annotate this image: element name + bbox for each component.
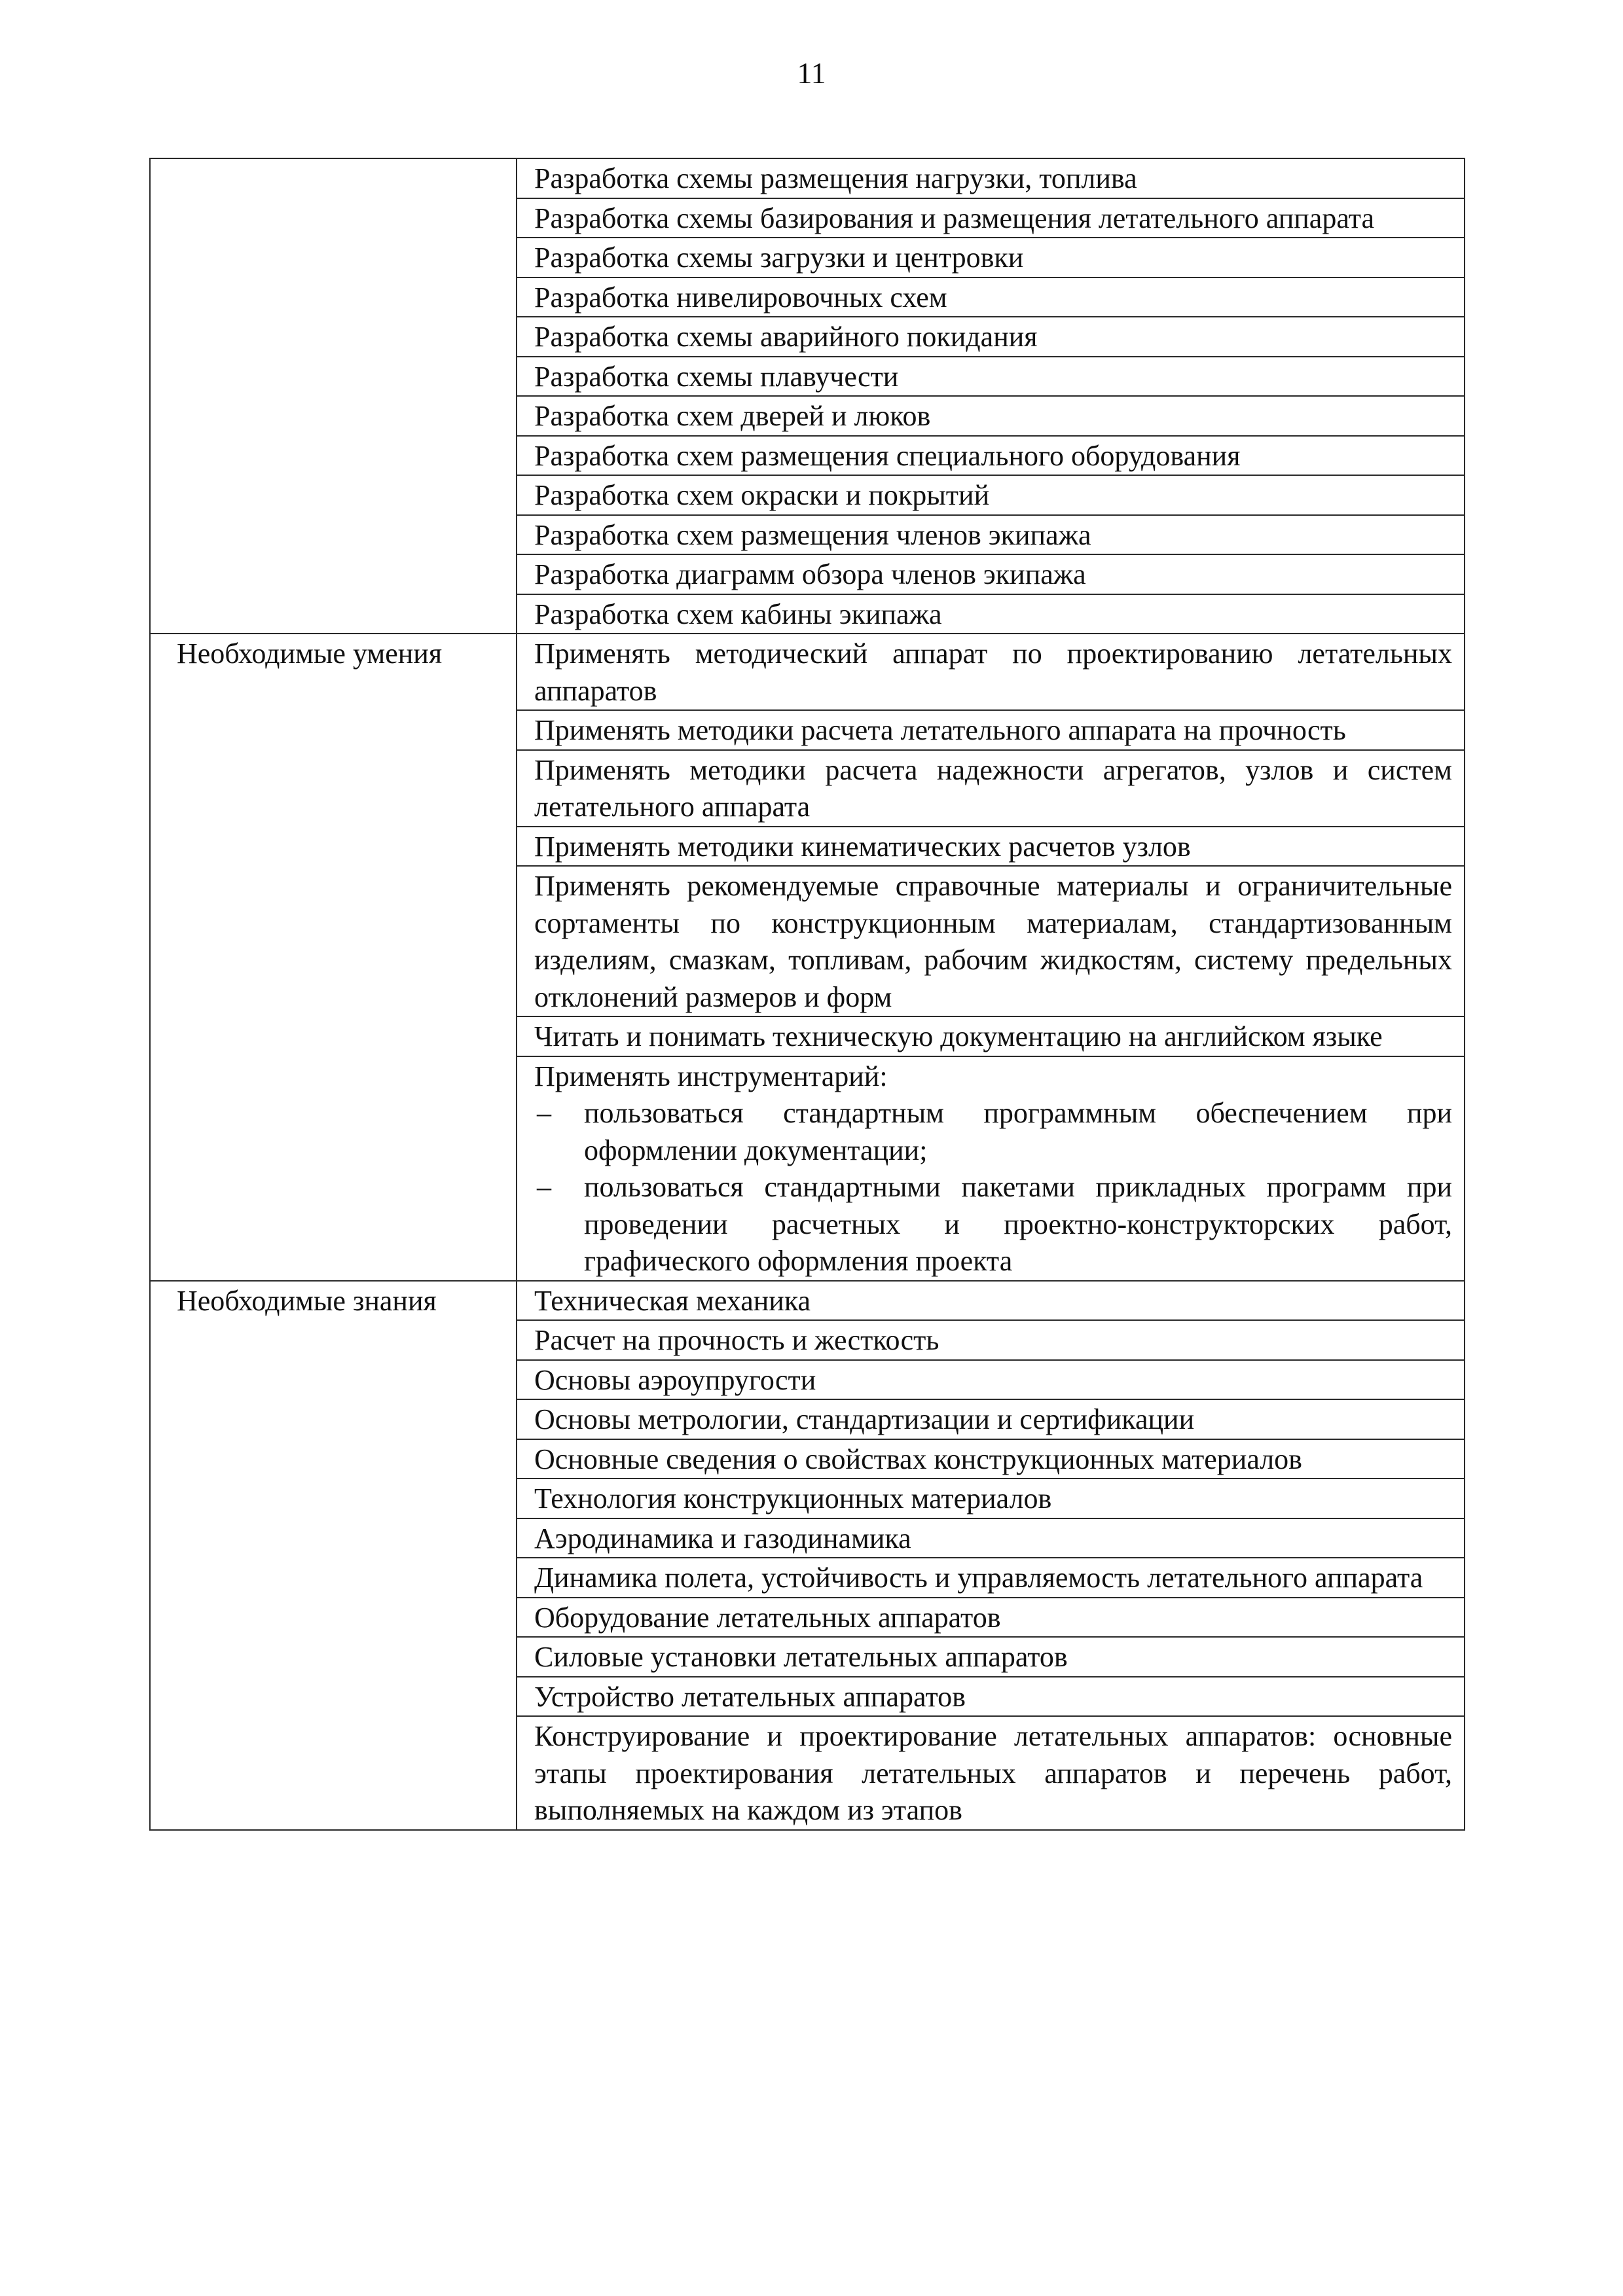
design-item: Разработка схем размещения специального оборудования: [517, 436, 1465, 476]
skill-item: Применять методический аппарат по проектированию летательных аппаратов: [517, 634, 1465, 710]
knowledge-item: Технология конструкционных материалов: [517, 1479, 1465, 1518]
list-item: – пользоваться стандартным программным обеспечением при оформлении документации;: [584, 1095, 1452, 1169]
knowledge-item: Устройство летательных аппаратов: [517, 1677, 1465, 1717]
page-number: 11: [797, 56, 826, 90]
table-row: [150, 634, 1465, 710]
knowledge-item: Основные сведения о свойствах конструкционных материалов: [517, 1439, 1465, 1479]
skill-tools-list: [534, 1095, 1452, 1280]
table-row: [150, 158, 1465, 198]
knowledge-item: Техническая механика: [517, 1281, 1465, 1321]
knowledge-item: Основы аэроупругости: [517, 1360, 1465, 1400]
design-item: Разработка схемы загрузки и центровки: [517, 238, 1465, 278]
design-item: Разработка схемы размещения нагрузки, топлива: [517, 158, 1465, 198]
skills-label: Необходимые умения: [150, 634, 517, 1281]
knowledge-label: Необходимые знания: [150, 1281, 517, 1830]
list-item: – пользоваться стандартными пакетами прикладных программ при проведении расчетных и проектно-конструкторских работ, графического оформления проекта: [584, 1169, 1452, 1280]
knowledge-item: Основы метрологии, стандартизации и сертификации: [517, 1399, 1465, 1439]
skill-item: Читать и понимать техническую документацию на английском языке: [517, 1016, 1465, 1056]
design-item: Разработка схемы аварийного покидания: [517, 317, 1465, 357]
skill-tools-intro: Применять инструментарий:: [534, 1060, 888, 1092]
table-row: [150, 1281, 1465, 1321]
requirements-table: [149, 158, 1465, 1831]
knowledge-item: Расчет на прочность и жесткость: [517, 1320, 1465, 1360]
skill-item: Применять методики кинематических расчетов узлов: [517, 827, 1465, 867]
knowledge-item: Динамика полета, устойчивость и управляемость летательного аппарата: [517, 1558, 1465, 1598]
design-item: Разработка схем размещения членов экипажа: [517, 515, 1465, 555]
design-item: Разработка схемы базирования и размещения летательного аппарата: [517, 198, 1465, 238]
skill-item: Применять рекомендуемые справочные материалы и ограничительные сортаменты по конструкционным материалам, стандартизованным изделиям, смазкам, топливам, рабочим жидкостям, систему предельных отклонений размеров и форм: [517, 866, 1465, 1016]
design-item: Разработка схем окраски и покрытий: [517, 475, 1465, 515]
skill-item: Применять методики расчета летательного аппарата на прочность: [517, 710, 1465, 750]
knowledge-item: Конструирование и проектирование летательных аппаратов: основные этапы проектирования летательных аппаратов и перечень работ, выполняемых на каждом из этапов: [517, 1716, 1465, 1830]
skill-tools-item: [517, 1056, 1465, 1281]
skill-item: Применять методики расчета надежности агрегатов, узлов и систем летательного аппарата: [517, 750, 1465, 827]
knowledge-item: Аэродинамика и газодинамика: [517, 1518, 1465, 1558]
design-item: Разработка схем кабины экипажа: [517, 594, 1465, 634]
continuation-label-cell: [150, 158, 517, 634]
knowledge-item: Силовые установки летательных аппаратов: [517, 1637, 1465, 1677]
design-item: Разработка схемы плавучести: [517, 357, 1465, 397]
knowledge-item: Оборудование летательных аппаратов: [517, 1598, 1465, 1638]
design-item: Разработка нивелировочных схем: [517, 278, 1465, 317]
design-item: Разработка диаграмм обзора членов экипажа: [517, 554, 1465, 594]
design-item: Разработка схем дверей и люков: [517, 396, 1465, 436]
